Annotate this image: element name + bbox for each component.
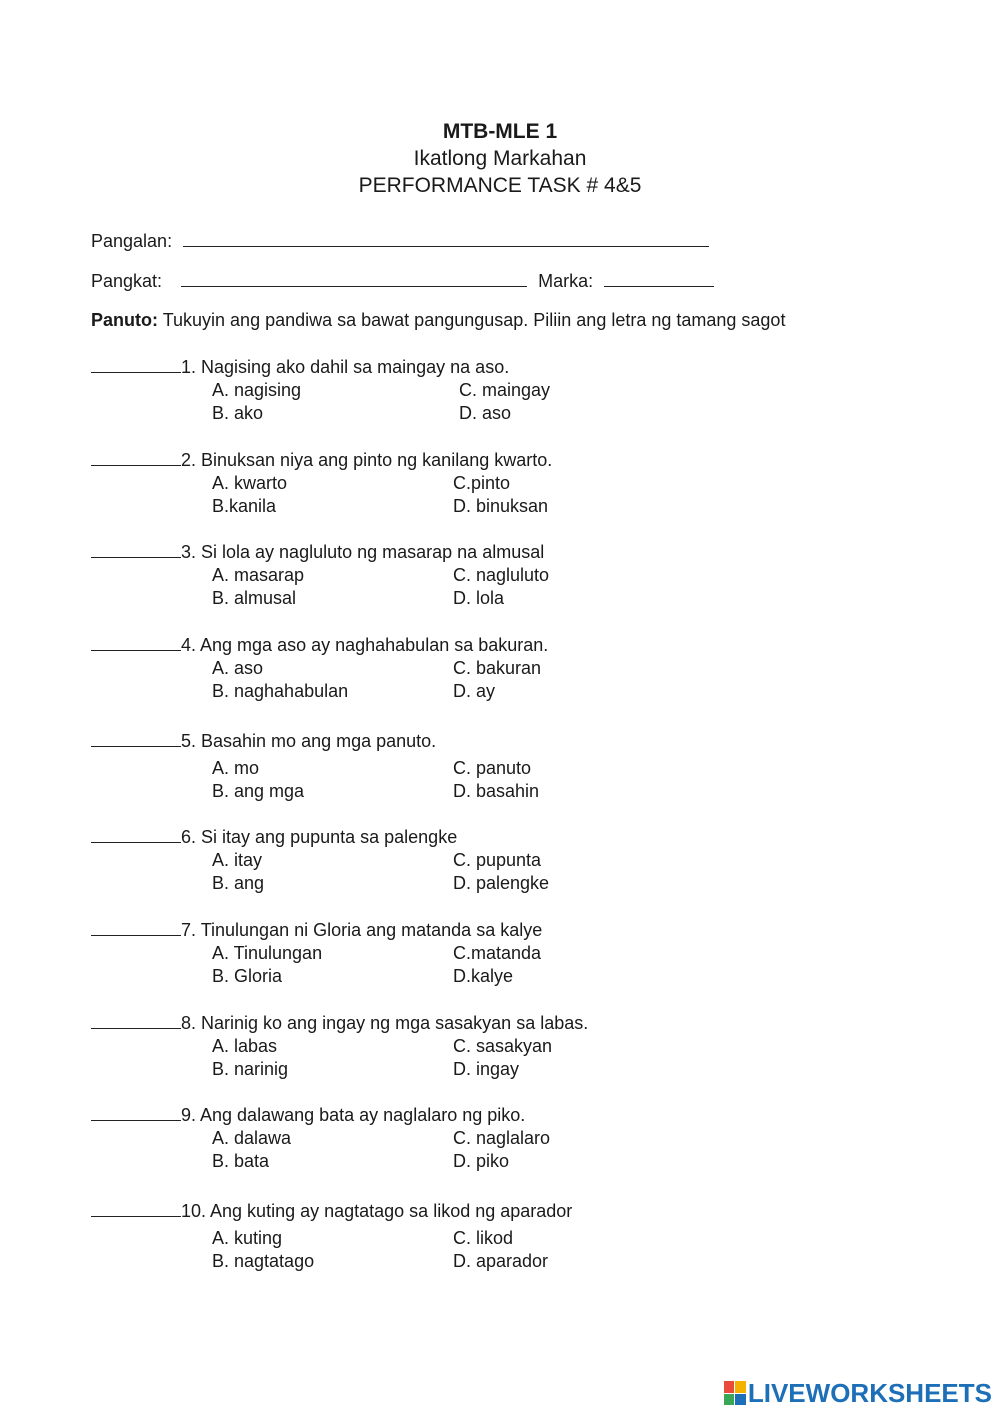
option-c: C. panuto <box>453 758 532 778</box>
option-d: D. lola <box>453 588 505 608</box>
option-c: C. maingay <box>459 380 551 400</box>
option-d: D. basahin <box>453 781 540 801</box>
question-1 <box>91 355 911 425</box>
answer-blank-8[interactable] <box>91 1011 181 1029</box>
option-c: C. naglalaro <box>453 1128 551 1148</box>
option-a: A. labas <box>212 1036 278 1056</box>
answer-blank-2[interactable] <box>91 448 181 466</box>
answer-blank-4[interactable] <box>91 633 181 651</box>
option-c: C. likod <box>453 1228 514 1248</box>
question-4 <box>91 633 911 703</box>
name-input-blank[interactable] <box>183 228 709 247</box>
question-6 <box>91 825 911 895</box>
brand-name: LIVEWORKSHEETS <box>747 1377 992 1408</box>
question-text: 1. Nagising ako dahil sa maingay na aso. <box>181 357 510 377</box>
question-text: 6. Si itay ang pupunta sa palengke <box>181 827 458 847</box>
option-d: D. binuksan <box>453 496 549 516</box>
option-d: D. palengke <box>453 873 550 893</box>
question-9 <box>91 1103 911 1173</box>
subject-title: MTB-MLE 1 <box>442 120 558 143</box>
option-c: C.pinto <box>453 473 511 493</box>
option-b: B. Gloria <box>212 966 283 986</box>
option-c: C.matanda <box>453 943 542 963</box>
option-a: A. itay <box>212 850 263 870</box>
option-d: D. ay <box>453 681 496 701</box>
option-b: B. ako <box>212 403 264 423</box>
option-a: A. mo <box>212 758 260 778</box>
question-3 <box>91 540 911 610</box>
option-a: A. masarap <box>212 565 305 585</box>
liveworksheets-logo-icon <box>724 1381 746 1405</box>
answer-blank-6[interactable] <box>91 825 181 843</box>
instructions <box>91 310 785 331</box>
question-text: 2. Binuksan niya ang pinto ng kanilang kwarto. <box>181 450 553 470</box>
question-text: 8. Narinig ko ang ingay ng mga sasakyan sa labas. <box>181 1013 589 1033</box>
section-score-row <box>91 268 714 292</box>
liveworksheets-brand[interactable] <box>724 1378 992 1408</box>
task-title: PERFORMANCE TASK # 4&5 <box>358 174 642 197</box>
option-b: B. naghahabulan <box>212 681 349 701</box>
option-d: D. ingay <box>453 1059 520 1079</box>
option-b: B. ang mga <box>212 781 305 801</box>
answer-blank-1[interactable] <box>91 355 181 373</box>
option-c: C. nagluluto <box>453 565 550 585</box>
option-a: A. Tinulungan <box>212 943 323 963</box>
option-b: B. ang <box>212 873 265 893</box>
option-a: A. kuting <box>212 1228 283 1248</box>
option-b: B.kanila <box>212 496 277 516</box>
option-a: A. aso <box>212 658 264 678</box>
name-field-row <box>91 228 709 252</box>
answer-blank-7[interactable] <box>91 918 181 936</box>
question-text: 3. Si lola ay nagluluto ng masarap na almusal <box>181 542 545 562</box>
option-c: C. sasakyan <box>453 1036 553 1056</box>
instructions-label: Panuto: <box>91 310 158 330</box>
option-b: B. bata <box>212 1151 270 1171</box>
option-a: A. kwarto <box>212 473 288 493</box>
option-b: B. nagtatago <box>212 1251 315 1271</box>
option-c: C. pupunta <box>453 850 542 870</box>
option-a: A. dalawa <box>212 1128 292 1148</box>
answer-blank-3[interactable] <box>91 540 181 558</box>
option-d: D. aparador <box>453 1251 549 1271</box>
answer-blank-9[interactable] <box>91 1103 181 1121</box>
instructions-text: Tukuyin ang pandiwa sa bawat pangungusap. Piliin ang letra ng tamang sagot <box>162 310 786 330</box>
score-input-blank[interactable] <box>604 268 714 287</box>
name-label: Pangalan: <box>91 231 173 251</box>
option-b: B. narinig <box>212 1059 289 1079</box>
option-a: A. nagising <box>212 380 302 400</box>
option-d: D. aso <box>459 403 512 423</box>
answer-blank-5[interactable] <box>91 729 181 747</box>
answer-blank-10[interactable] <box>91 1199 181 1217</box>
option-b: B. almusal <box>212 588 297 608</box>
question-text: 5. Basahin mo ang mga panuto. <box>181 731 437 751</box>
worksheet-header <box>0 118 1000 199</box>
option-d: D. piko <box>453 1151 510 1171</box>
question-text: 7. Tinulungan ni Gloria ang matanda sa kalye <box>181 920 543 940</box>
option-c: C. bakuran <box>453 658 542 678</box>
question-text: 9. Ang dalawang bata ay naglalaro ng piko. <box>181 1105 526 1125</box>
section-label: Pangkat: <box>91 271 163 291</box>
question-text: 10. Ang kuting ay nagtatago sa likod ng aparador <box>181 1201 573 1221</box>
quarter-title: Ikatlong Markahan <box>413 147 587 170</box>
question-7 <box>91 918 911 988</box>
section-input-blank[interactable] <box>181 268 527 287</box>
question-2 <box>91 448 911 518</box>
question-text: 4. Ang mga aso ay naghahabulan sa bakuran. <box>181 635 549 655</box>
option-d: D.kalye <box>453 966 514 986</box>
question-10 <box>91 1199 911 1273</box>
question-5 <box>91 729 911 803</box>
question-8 <box>91 1011 911 1081</box>
score-label: Marka: <box>538 271 594 291</box>
